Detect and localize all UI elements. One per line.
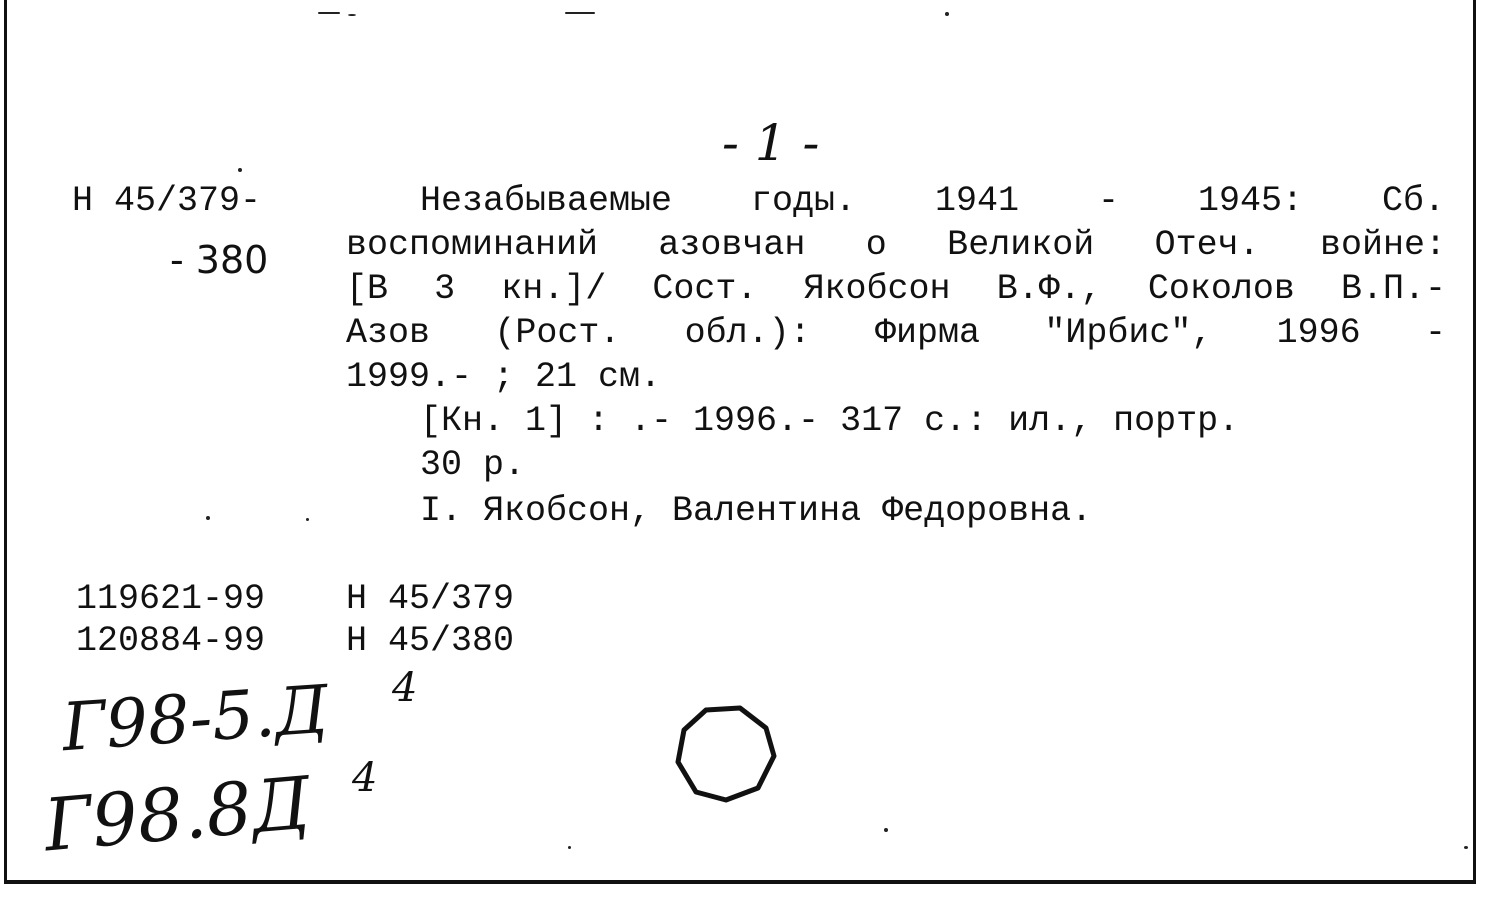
price-line: 30 р. [420, 445, 526, 485]
handwritten-superscript: 4 [392, 665, 418, 711]
description-line: [В 3 кн.]/ Сост. Якобсон В.Ф., Соколов В.П.- [346, 269, 1446, 309]
inventory-shelfmark: Н 45/380 [346, 621, 515, 661]
description-line: Азов (Рост. обл.): Фирма "Ирбис", 1996 - [346, 313, 1446, 353]
handwritten-code: Г98.8Д [40, 760, 314, 868]
inventory-number: 120884-99 [76, 621, 266, 661]
description-line: 1999.- ; 21 см. [346, 357, 662, 397]
tracing-line: I. Якобсон, Валентина Федоровна. [420, 491, 1093, 531]
volume-line: [Кн. 1] : .- 1996.- 317 с.: ил., портр. [420, 401, 1240, 441]
shelfmark-bottom-handwritten: - 380 [170, 238, 269, 282]
handwritten-superscript: 4 [352, 755, 378, 801]
inventory-number: 119621-99 [76, 579, 266, 619]
description-line: воспоминаний азовчан о Великой Отеч. войне: [346, 225, 1446, 265]
inventory-shelfmark: Н 45/379 [346, 579, 515, 619]
page-number: - 1 - [722, 114, 820, 172]
circle-mark-icon [668, 700, 784, 808]
description-line: Незабываемые годы. 1941 - 1945: Сб. [420, 181, 1445, 221]
handwritten-code: Г98-5.Д [59, 670, 331, 767]
shelfmark-top: Н 45/379- [72, 181, 262, 221]
